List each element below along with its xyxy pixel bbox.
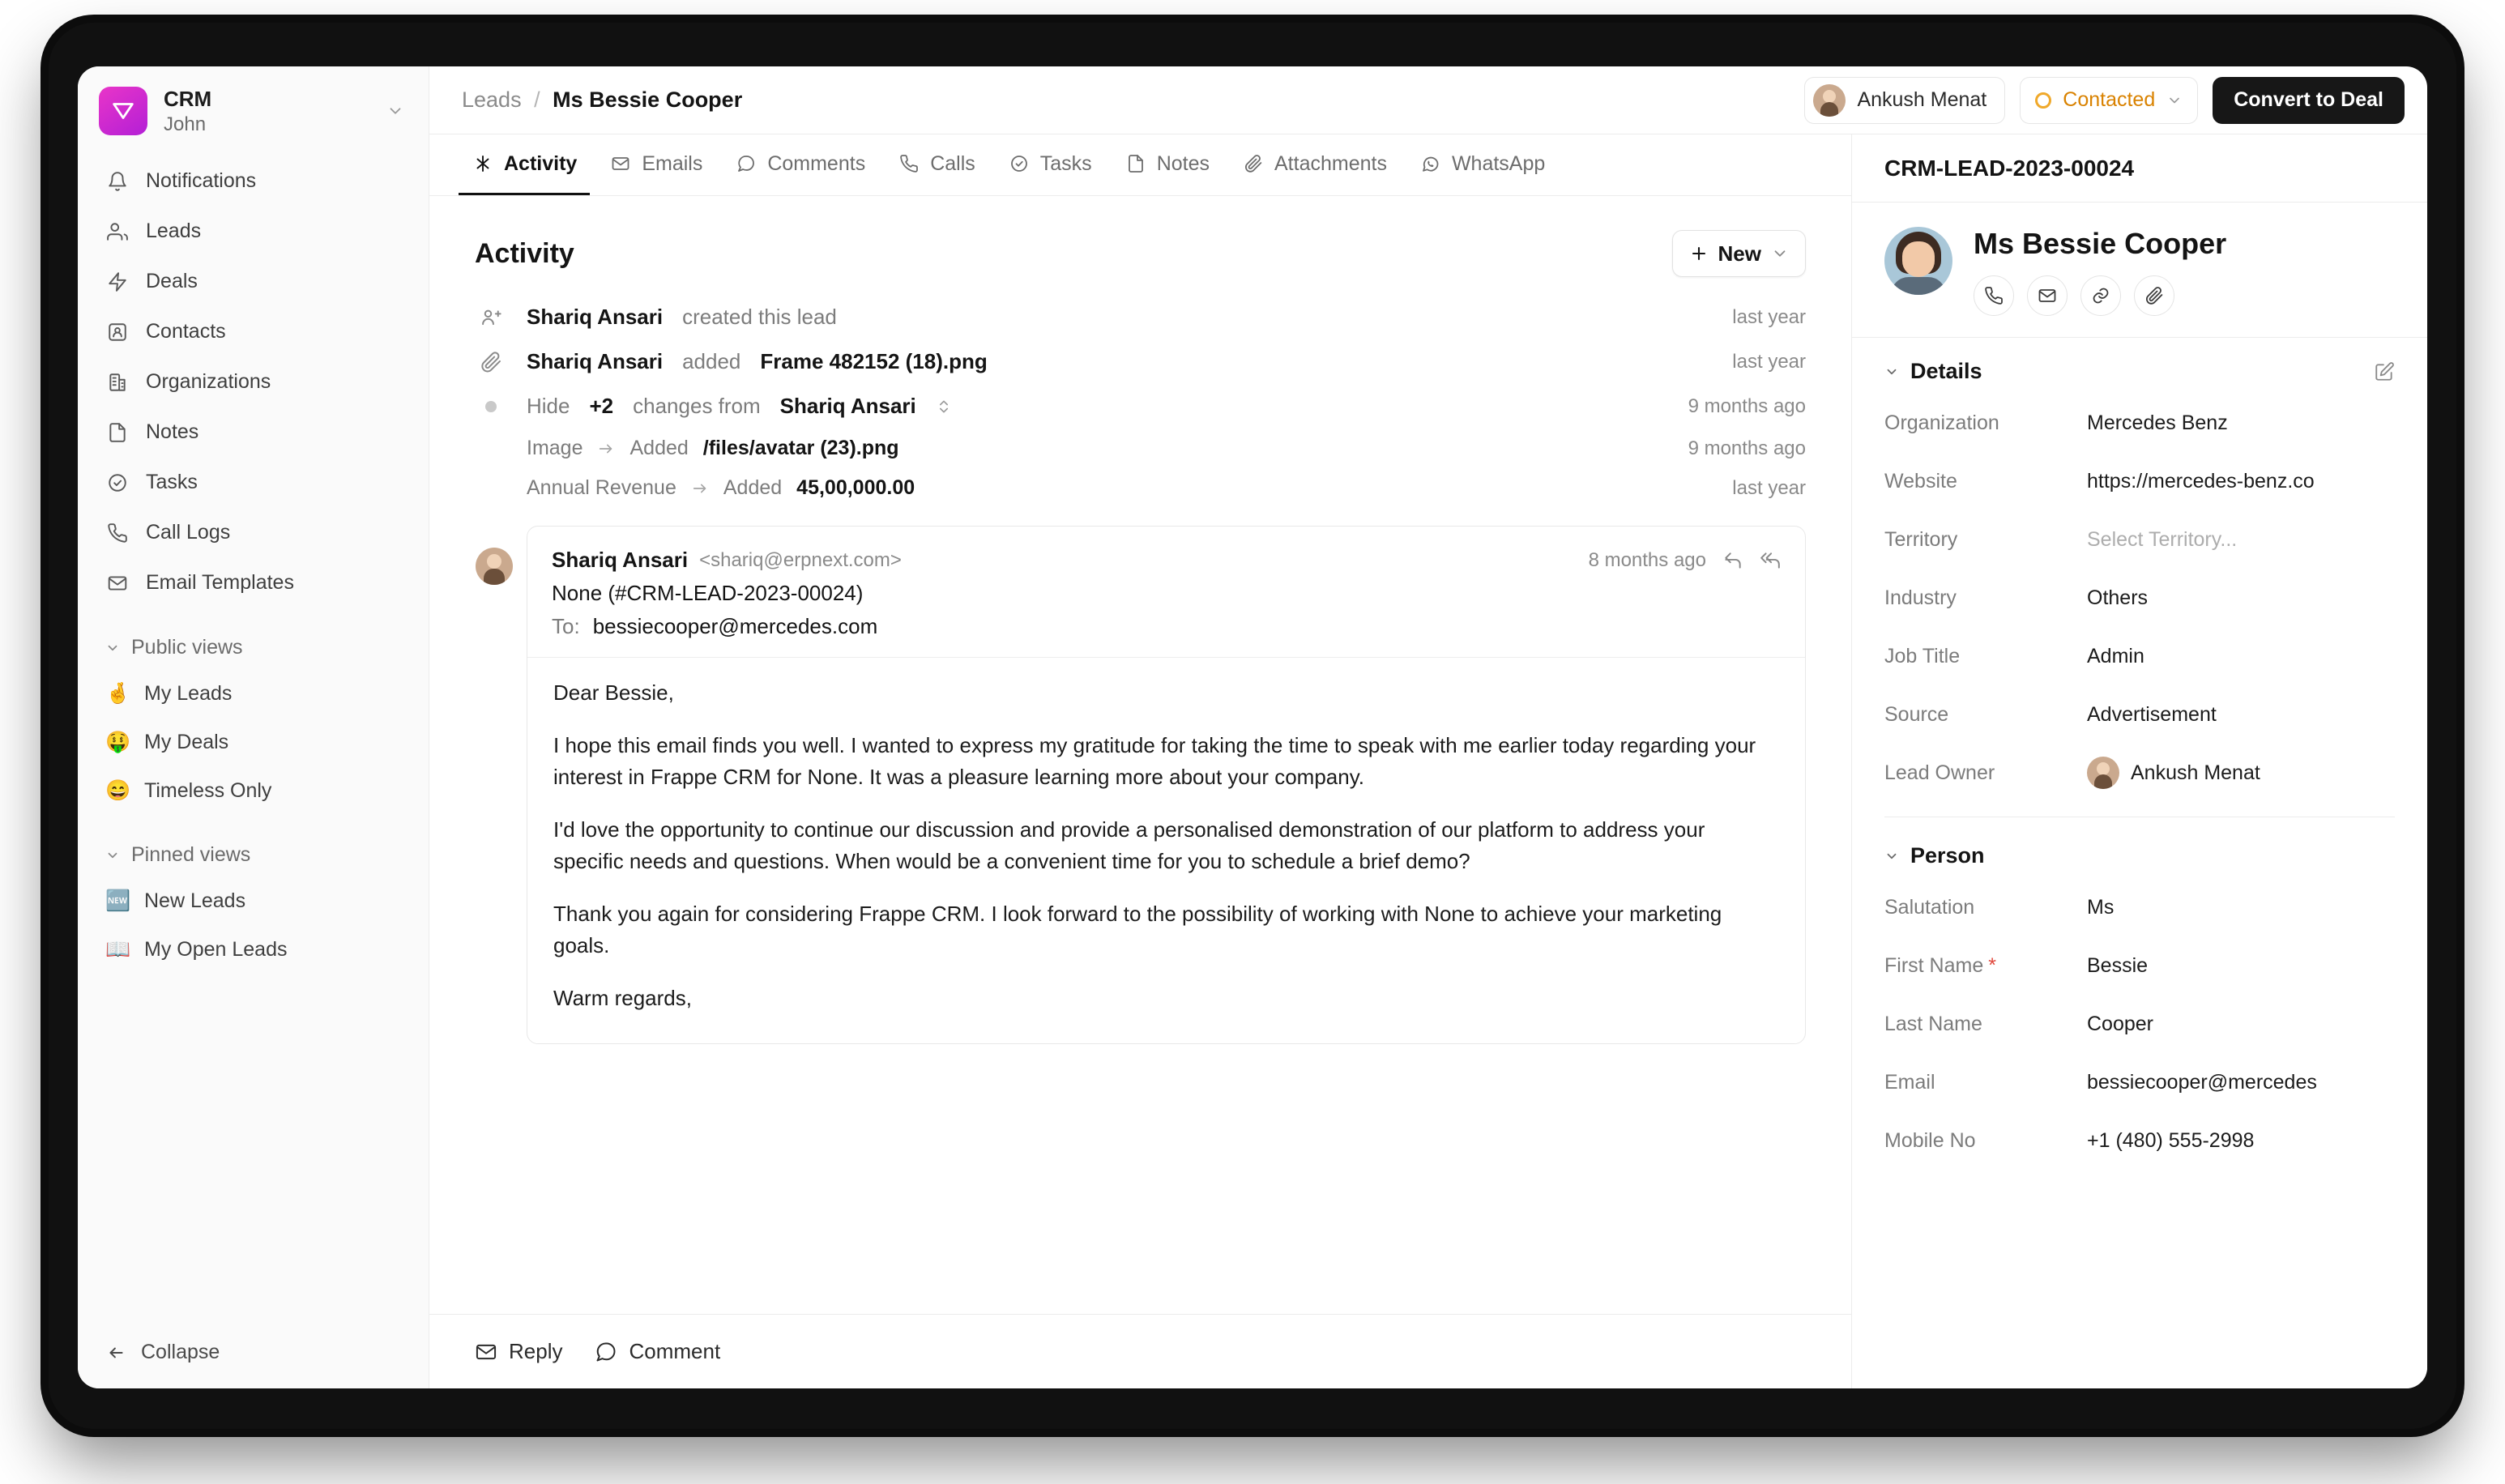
- timeline-changes-toggle[interactable]: [475, 384, 1806, 429]
- tab-emails[interactable]: [596, 134, 715, 195]
- plus-icon: [1689, 244, 1709, 263]
- public-views-header[interactable]: [91, 626, 416, 670]
- field-label: Organization: [1884, 411, 1999, 434]
- tab-attachments[interactable]: [1229, 134, 1400, 195]
- changes-hide-label: Hide: [527, 394, 570, 418]
- field-value: bessiecooper@mercedes: [2087, 1070, 2317, 1094]
- sidebar-item-contacts[interactable]: [91, 307, 416, 357]
- event-actor: Shariq Ansari: [527, 305, 664, 329]
- chevron-down-icon: [1884, 365, 1899, 379]
- notes-icon: [105, 420, 130, 445]
- field-job-title[interactable]: [1884, 627, 2395, 685]
- reply-all-icon[interactable]: [1760, 550, 1781, 571]
- arrow-right-icon: [597, 440, 615, 458]
- tab-tasks[interactable]: [995, 134, 1105, 195]
- chevron-updown-icon[interactable]: [936, 399, 952, 415]
- field-first-name[interactable]: [1884, 936, 2395, 995]
- tasks-icon: [105, 471, 130, 495]
- sidebar-item-label: Tasks: [146, 471, 198, 493]
- hand-emoji-icon: 🤞: [105, 682, 131, 705]
- user-plus-icon: [475, 306, 507, 329]
- field-label: Last Name: [1884, 1012, 1982, 1035]
- sidebar-item-deals[interactable]: [91, 257, 416, 307]
- change-action: Added: [629, 437, 689, 459]
- record-id: CRM-LEAD-2023-00024: [1884, 155, 2135, 181]
- email-paragraph: Thank you again for considering Frappe CRM. I look forward to the possibility of working with None to achieve your marketing goals.: [553, 902, 1722, 957]
- person-section: [1852, 822, 2427, 1175]
- reply-icon[interactable]: [1722, 550, 1743, 571]
- tab-label: Activity: [504, 151, 578, 175]
- sidebar: [78, 66, 429, 1388]
- field-value: https://mercedes-benz.co: [2087, 469, 2315, 493]
- details-section: [1852, 338, 2427, 822]
- topbar-actions: [1804, 77, 2405, 124]
- email-to-address: bessiecooper@mercedes.com: [592, 614, 878, 638]
- tab-activity[interactable]: [459, 134, 590, 195]
- sidebar-item-tasks[interactable]: [91, 458, 416, 508]
- field-industry[interactable]: [1884, 569, 2395, 627]
- field-website[interactable]: [1884, 452, 2395, 510]
- chevron-down-icon: [2166, 92, 2183, 109]
- money-face-emoji-icon: 🤑: [105, 731, 131, 753]
- tab-label: Tasks: [1039, 151, 1092, 175]
- pinned-views-section: [78, 834, 429, 974]
- email-actions: [1589, 549, 1781, 572]
- phone-icon: [898, 152, 920, 175]
- status-badge[interactable]: [2020, 77, 2198, 124]
- phone-icon[interactable]: [1974, 275, 2014, 316]
- view-label: My Deals: [144, 731, 229, 753]
- field-value: Ms: [2087, 895, 2115, 919]
- field-label: Source: [1884, 702, 1949, 726]
- link-icon[interactable]: [2080, 275, 2121, 316]
- field-value: Others: [2087, 586, 2149, 609]
- chevron-down-icon: [1884, 849, 1899, 864]
- email-paragraph: I'd love the opportunity to continue our discussion and provide a personalised demonstration of our platform to address your specific needs and questions. When would be a convenient time for you to schedule a brief demo?: [553, 817, 1705, 873]
- field-email[interactable]: [1884, 1053, 2395, 1111]
- email-sender-address: <shariq@erpnext.com>: [699, 548, 902, 571]
- field-last-name[interactable]: [1884, 995, 2395, 1053]
- field-label-wrapper: [1884, 954, 2087, 978]
- avatar: [476, 548, 513, 585]
- app-window: [78, 66, 2427, 1388]
- dot-icon: [475, 401, 507, 412]
- new-button-label: New: [1718, 241, 1761, 266]
- activity-header: [429, 196, 1851, 295]
- comment-button[interactable]: [595, 1339, 720, 1364]
- field-value-wrapper: [2087, 757, 2260, 789]
- change-value: 45,00,000.00: [796, 476, 915, 499]
- collapse-sidebar-button[interactable]: [78, 1326, 429, 1388]
- change-action: Added: [723, 476, 783, 499]
- field-territory[interactable]: [1884, 510, 2395, 569]
- reply-button[interactable]: [475, 1339, 562, 1364]
- person-section-header[interactable]: [1884, 843, 2395, 868]
- view-label: My Leads: [144, 682, 233, 705]
- changes-actor: Shariq Ansari: [779, 394, 916, 418]
- sidebar-item-call-logs[interactable]: [91, 508, 416, 558]
- sidebar-item-label: Notifications: [146, 169, 257, 192]
- field-value: Bessie: [2087, 953, 2149, 977]
- email-signoff: Warm regards,: [553, 986, 692, 1010]
- field-label: First Name: [1884, 953, 1984, 977]
- breadcrumb: [462, 87, 742, 113]
- activity-footer: [429, 1314, 1851, 1388]
- content-row: [429, 134, 2427, 1388]
- change-field: Annual Revenue: [527, 476, 676, 499]
- event-attachment-name[interactable]: Frame 482152 (18).png: [760, 349, 988, 373]
- reply-label: Reply: [509, 1339, 563, 1363]
- status-dot-icon: [2035, 92, 2051, 109]
- sidebar-view-my-leads[interactable]: [91, 670, 416, 719]
- page-title: Activity: [475, 237, 574, 269]
- sidebar-item-email-templates[interactable]: [91, 558, 416, 608]
- bell-icon: [105, 169, 130, 194]
- topbar: [429, 66, 2427, 134]
- field-label: Website: [1884, 469, 1957, 493]
- organizations-icon: [105, 370, 130, 394]
- activity-icon: [472, 152, 494, 175]
- activity-timeline: [429, 295, 1851, 508]
- event-text: added: [682, 349, 741, 373]
- tab-bar: [429, 134, 1851, 196]
- timeline-change-row: [475, 468, 1806, 508]
- sidebar-item-label: Leads: [146, 220, 202, 242]
- timeline-event: [475, 339, 1806, 384]
- smile-emoji-icon: 😄: [105, 779, 131, 802]
- comment-icon: [595, 1341, 617, 1363]
- lead-owner-chip[interactable]: [1804, 77, 2005, 124]
- sidebar-view-my-deals[interactable]: [91, 719, 416, 767]
- field-value: Ankush Menat: [2131, 761, 2260, 784]
- email-paragraph: I hope this email finds you well. I wanted to express my gratitude for taking the time to speak with me earlier today regarding your interest in Frappe CRM for None. It was a pleasure learning more about your company.: [553, 733, 1756, 789]
- details-section-header[interactable]: [1884, 359, 2395, 384]
- event-actor: Shariq Ansari: [527, 349, 664, 373]
- quick-actions: [1974, 275, 2226, 316]
- sidebar-view-new-leads[interactable]: [91, 877, 416, 926]
- collapse-icon: [105, 1342, 126, 1363]
- pinned-views-header[interactable]: [91, 834, 416, 877]
- email-time: 8 months ago: [1588, 548, 1706, 571]
- tab-whatsapp[interactable]: [1406, 134, 1558, 195]
- view-label: New Leads: [144, 889, 246, 912]
- avatar: [1813, 84, 1846, 117]
- note-icon: [1124, 152, 1147, 175]
- change-time: 9 months ago: [1688, 437, 1806, 459]
- chevron-down-icon: [1771, 245, 1789, 262]
- sidebar-item-label: Organizations: [146, 370, 271, 393]
- main-area: [429, 66, 2427, 1388]
- tab-notes[interactable]: [1112, 134, 1223, 195]
- view-label: My Open Leads: [144, 938, 288, 961]
- pinned-views-label: Pinned views: [131, 843, 251, 866]
- lead-owner-name: Ankush Menat: [1857, 88, 1987, 111]
- activity-scroll-area[interactable]: [429, 196, 1851, 1314]
- sidebar-item-notes[interactable]: [91, 407, 416, 458]
- field-label: Mobile No: [1884, 1128, 1976, 1152]
- view-label: Timeless Only: [144, 779, 272, 802]
- comment-icon: [735, 152, 757, 175]
- field-label: Lead Owner: [1884, 761, 1995, 784]
- paperclip-icon: [475, 351, 507, 373]
- timeline-event: [475, 295, 1806, 339]
- chevron-down-icon: [105, 848, 120, 863]
- sidebar-item-label: Deals: [146, 270, 198, 292]
- sidebar-view-my-open-leads[interactable]: [91, 926, 416, 974]
- email-card: [527, 526, 1806, 1044]
- event-time: last year: [1732, 305, 1806, 328]
- change-time: last year: [1732, 476, 1806, 499]
- public-views-section: [78, 626, 429, 816]
- field-label: Salutation: [1884, 895, 1975, 919]
- breadcrumb-current: Ms Bessie Cooper: [553, 87, 743, 112]
- mail-icon: [475, 1341, 497, 1363]
- workspace-switcher[interactable]: [78, 66, 429, 151]
- field-value: Advertisement: [2087, 702, 2217, 726]
- field-mobile-no[interactable]: [1884, 1111, 2395, 1170]
- avatar[interactable]: [1884, 227, 1952, 295]
- change-value: /files/avatar (23).png: [702, 437, 899, 459]
- field-lead-owner[interactable]: [1884, 744, 2395, 802]
- sidebar-item-label: Email Templates: [146, 571, 294, 594]
- changes-text: changes from: [633, 394, 761, 418]
- convert-to-deal-button[interactable]: Convert to Deal: [2213, 77, 2405, 124]
- record-person-header: [1852, 203, 2427, 338]
- person-title: Person: [1910, 843, 1985, 868]
- activity-column: [429, 134, 1852, 1388]
- avatar: [2087, 757, 2119, 789]
- tab-label: Notes: [1156, 151, 1210, 175]
- chevron-down-icon: [105, 641, 120, 655]
- task-icon: [1008, 152, 1031, 175]
- mail-icon: [609, 152, 632, 175]
- book-emoji-icon: 📖: [105, 938, 131, 961]
- tab-comments[interactable]: [722, 134, 878, 195]
- paperclip-icon: [1242, 152, 1265, 175]
- record-detail-panel: [1852, 134, 2427, 1388]
- email-body: [552, 658, 1781, 1014]
- sidebar-item-label: Notes: [146, 420, 199, 443]
- sidebar-view-timeless-only[interactable]: [91, 767, 416, 816]
- sidebar-item-label: Call Logs: [146, 521, 231, 544]
- collapse-label: Collapse: [141, 1341, 220, 1363]
- required-marker: *: [1988, 953, 1996, 977]
- record-id-header: [1852, 134, 2427, 203]
- event-time: last year: [1732, 350, 1806, 373]
- arrow-right-icon: [691, 480, 709, 497]
- details-title: Details: [1910, 359, 1982, 383]
- field-value: Cooper: [2087, 1012, 2153, 1035]
- breadcrumb-root[interactable]: Leads: [462, 87, 522, 112]
- whatsapp-icon: [1419, 152, 1442, 175]
- field-label: Territory: [1884, 527, 1958, 551]
- tab-label: WhatsApp: [1451, 151, 1546, 175]
- email-greeting: Dear Bessie,: [553, 680, 674, 705]
- deals-icon: [105, 270, 130, 294]
- sidebar-item-leads[interactable]: [91, 207, 416, 257]
- comment-label: Comment: [629, 1339, 721, 1363]
- new-emoji-icon: 🆕: [105, 889, 131, 912]
- paperclip-icon[interactable]: [2134, 275, 2174, 316]
- changes-time: 9 months ago: [1688, 394, 1806, 417]
- mail-icon: [105, 571, 130, 595]
- field-label: Industry: [1884, 586, 1957, 609]
- phone-icon: [105, 521, 130, 545]
- field-salutation[interactable]: [1884, 878, 2395, 936]
- tab-label: Attachments: [1274, 151, 1387, 175]
- workspace-name: CRM: [164, 87, 212, 111]
- sidebar-item-organizations[interactable]: [91, 357, 416, 407]
- sidebar-item-notifications[interactable]: [91, 156, 416, 207]
- tab-label: Comments: [767, 151, 866, 175]
- field-label: Email: [1884, 1070, 1935, 1094]
- change-field: Image: [527, 437, 583, 459]
- primary-nav: [78, 151, 429, 608]
- tab-label: Emails: [642, 151, 703, 175]
- sidebar-item-label: Contacts: [146, 320, 226, 343]
- edit-icon[interactable]: [2374, 361, 2395, 382]
- field-value: Admin: [2087, 644, 2144, 667]
- field-organization[interactable]: [1884, 394, 2395, 452]
- timeline-change-row: [475, 429, 1806, 468]
- crm-logo-icon: [99, 87, 147, 135]
- new-activity-button[interactable]: [1672, 230, 1806, 277]
- event-text: created this lead: [682, 305, 837, 329]
- changes-count: +2: [589, 394, 614, 418]
- email-to-label: To:: [552, 614, 580, 638]
- status-label: Contacted: [2063, 88, 2156, 111]
- record-name: Ms Bessie Cooper: [1974, 227, 2227, 260]
- email-sender: Shariq Ansari: [552, 548, 689, 572]
- breadcrumb-separator: /: [534, 87, 540, 112]
- email-subject: None (#CRM-LEAD-2023-00024): [552, 581, 864, 605]
- field-value: Mercedes Benz: [2087, 411, 2228, 434]
- mail-icon[interactable]: [2027, 275, 2068, 316]
- workspace-user: John: [164, 113, 207, 135]
- contacts-icon: [105, 320, 130, 344]
- email-recipient-row: [552, 614, 1781, 639]
- email-header: [552, 548, 1781, 573]
- field-source[interactable]: [1884, 685, 2395, 744]
- field-value: +1 (480) 555-2998: [2087, 1128, 2255, 1152]
- leads-icon: [105, 220, 130, 244]
- field-value: Select Territory...: [2087, 527, 2238, 551]
- tab-calls[interactable]: [885, 134, 988, 195]
- tab-label: Calls: [930, 151, 975, 175]
- chevron-down-icon[interactable]: [386, 102, 408, 120]
- public-views-label: Public views: [131, 636, 243, 659]
- field-label: Job Title: [1884, 644, 1961, 667]
